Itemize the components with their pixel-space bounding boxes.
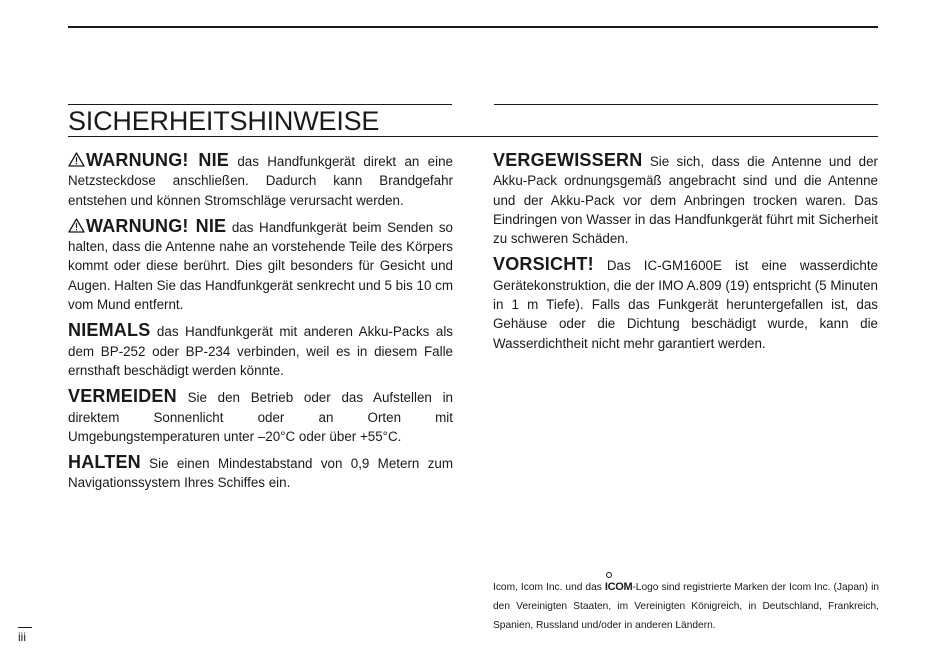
- safety-paragraph: [68, 387, 453, 446]
- safety-keyword: HALTEN: [68, 452, 141, 473]
- icom-logo: [605, 578, 633, 597]
- safety-text: Sie sich, dass die Antenne und der Akku-Pack ordnungsgemäß angebracht sind und die Antenne und der Akku-Pack vor dem Anbringen trocken waren. Das Eindringen von Wasser in das Handfunkgerät führt mit Sicherheit zu schweren Schäden.: [493, 154, 878, 247]
- safety-keyword: VERGEWISSERN: [493, 150, 643, 170]
- page-number: iii: [18, 630, 26, 644]
- safety-text: das Handfunkgerät beim Senden so halten, dass die Antenne nahe an vorstehende Teile des Körpers kommt oder diese berührt. Dies gilt besonders für Gesicht und Augen. Halten Sie das Handfunkgerät senkrecht und 5 bis 10 cm vom Mund entfernt.: [68, 219, 453, 313]
- safety-keyword: WARNUNG! NIE: [86, 150, 229, 170]
- warning-triangle-icon: [68, 218, 85, 233]
- safety-text: Das IC-GM1600E ist eine wasserdichte Gerätekonstruktion, die der IMO A.809 (19) entspricht (5 Minuten in 1 m Tiefe). Falls das Funkgerät heruntergefallen ist, das Gehäuse oder die Dichtung beschädigt wurde, kann die Wasserdichtheit nicht mehr garantiert werden.: [493, 258, 878, 351]
- page-title: SICHERHEITSHINWEISE: [68, 106, 380, 136]
- safety-keyword: VORSICHT!: [493, 254, 594, 275]
- icom-logo-text: ICOM: [604, 581, 633, 593]
- safety-paragraph: [493, 255, 878, 352]
- top-divider: [68, 26, 878, 28]
- safety-text: Sie den Betrieb oder das Aufstellen in direktem Sonnenlicht oder an Orten mit Umgebungstemperaturen unter –20°C oder über +55°C.: [68, 390, 453, 444]
- right-column: [493, 151, 878, 360]
- warning-triangle-icon: [68, 152, 85, 167]
- safety-text: Sie einen Mindestabstand von 0,9 Metern zum Navigationssystem Ihres Schiffes ein.: [68, 456, 453, 491]
- safety-paragraph: [68, 453, 453, 493]
- footnote-text-after: -Logo sind registrierte Marken der Icom Inc. (Japan) in den Vereinigten Staaten, im Vereinigten Königreich, in Deutschland, Frankreich, Spanien, Russland und/oder in anderen Ländern.: [493, 582, 880, 631]
- safety-keyword: NIEMALS: [68, 320, 151, 341]
- safety-text: das Handfunkgerät direkt an eine Netzsteckdose anschließen. Dadurch kann Brandgefahr entstehen und können Stromschläge verursacht werden.: [68, 154, 453, 208]
- icom-logo-dot-icon: [606, 572, 612, 578]
- page-number-divider: [18, 627, 32, 628]
- safety-paragraph: [68, 151, 453, 210]
- left-column: [68, 151, 453, 500]
- safety-keyword: VERMEIDEN: [68, 386, 177, 407]
- safety-paragraph: [493, 151, 878, 248]
- title-divider-top-left: [68, 104, 452, 105]
- safety-paragraph: [68, 217, 453, 314]
- title-divider-top-right: [494, 104, 878, 105]
- safety-paragraph: [68, 321, 453, 380]
- safety-text: das Handfunkgerät mit anderen Akku-Packs als dem BP-252 oder BP-234 verbinden, weil es in diesem Falle ernsthaft beschädigt werden könnte.: [68, 324, 453, 378]
- title-divider-bottom: [68, 136, 878, 137]
- safety-keyword: WARNUNG! NIE: [86, 215, 227, 236]
- footnote-text-before: Icom, Icom Inc. und das: [493, 582, 605, 593]
- trademark-footnote: [493, 578, 879, 635]
